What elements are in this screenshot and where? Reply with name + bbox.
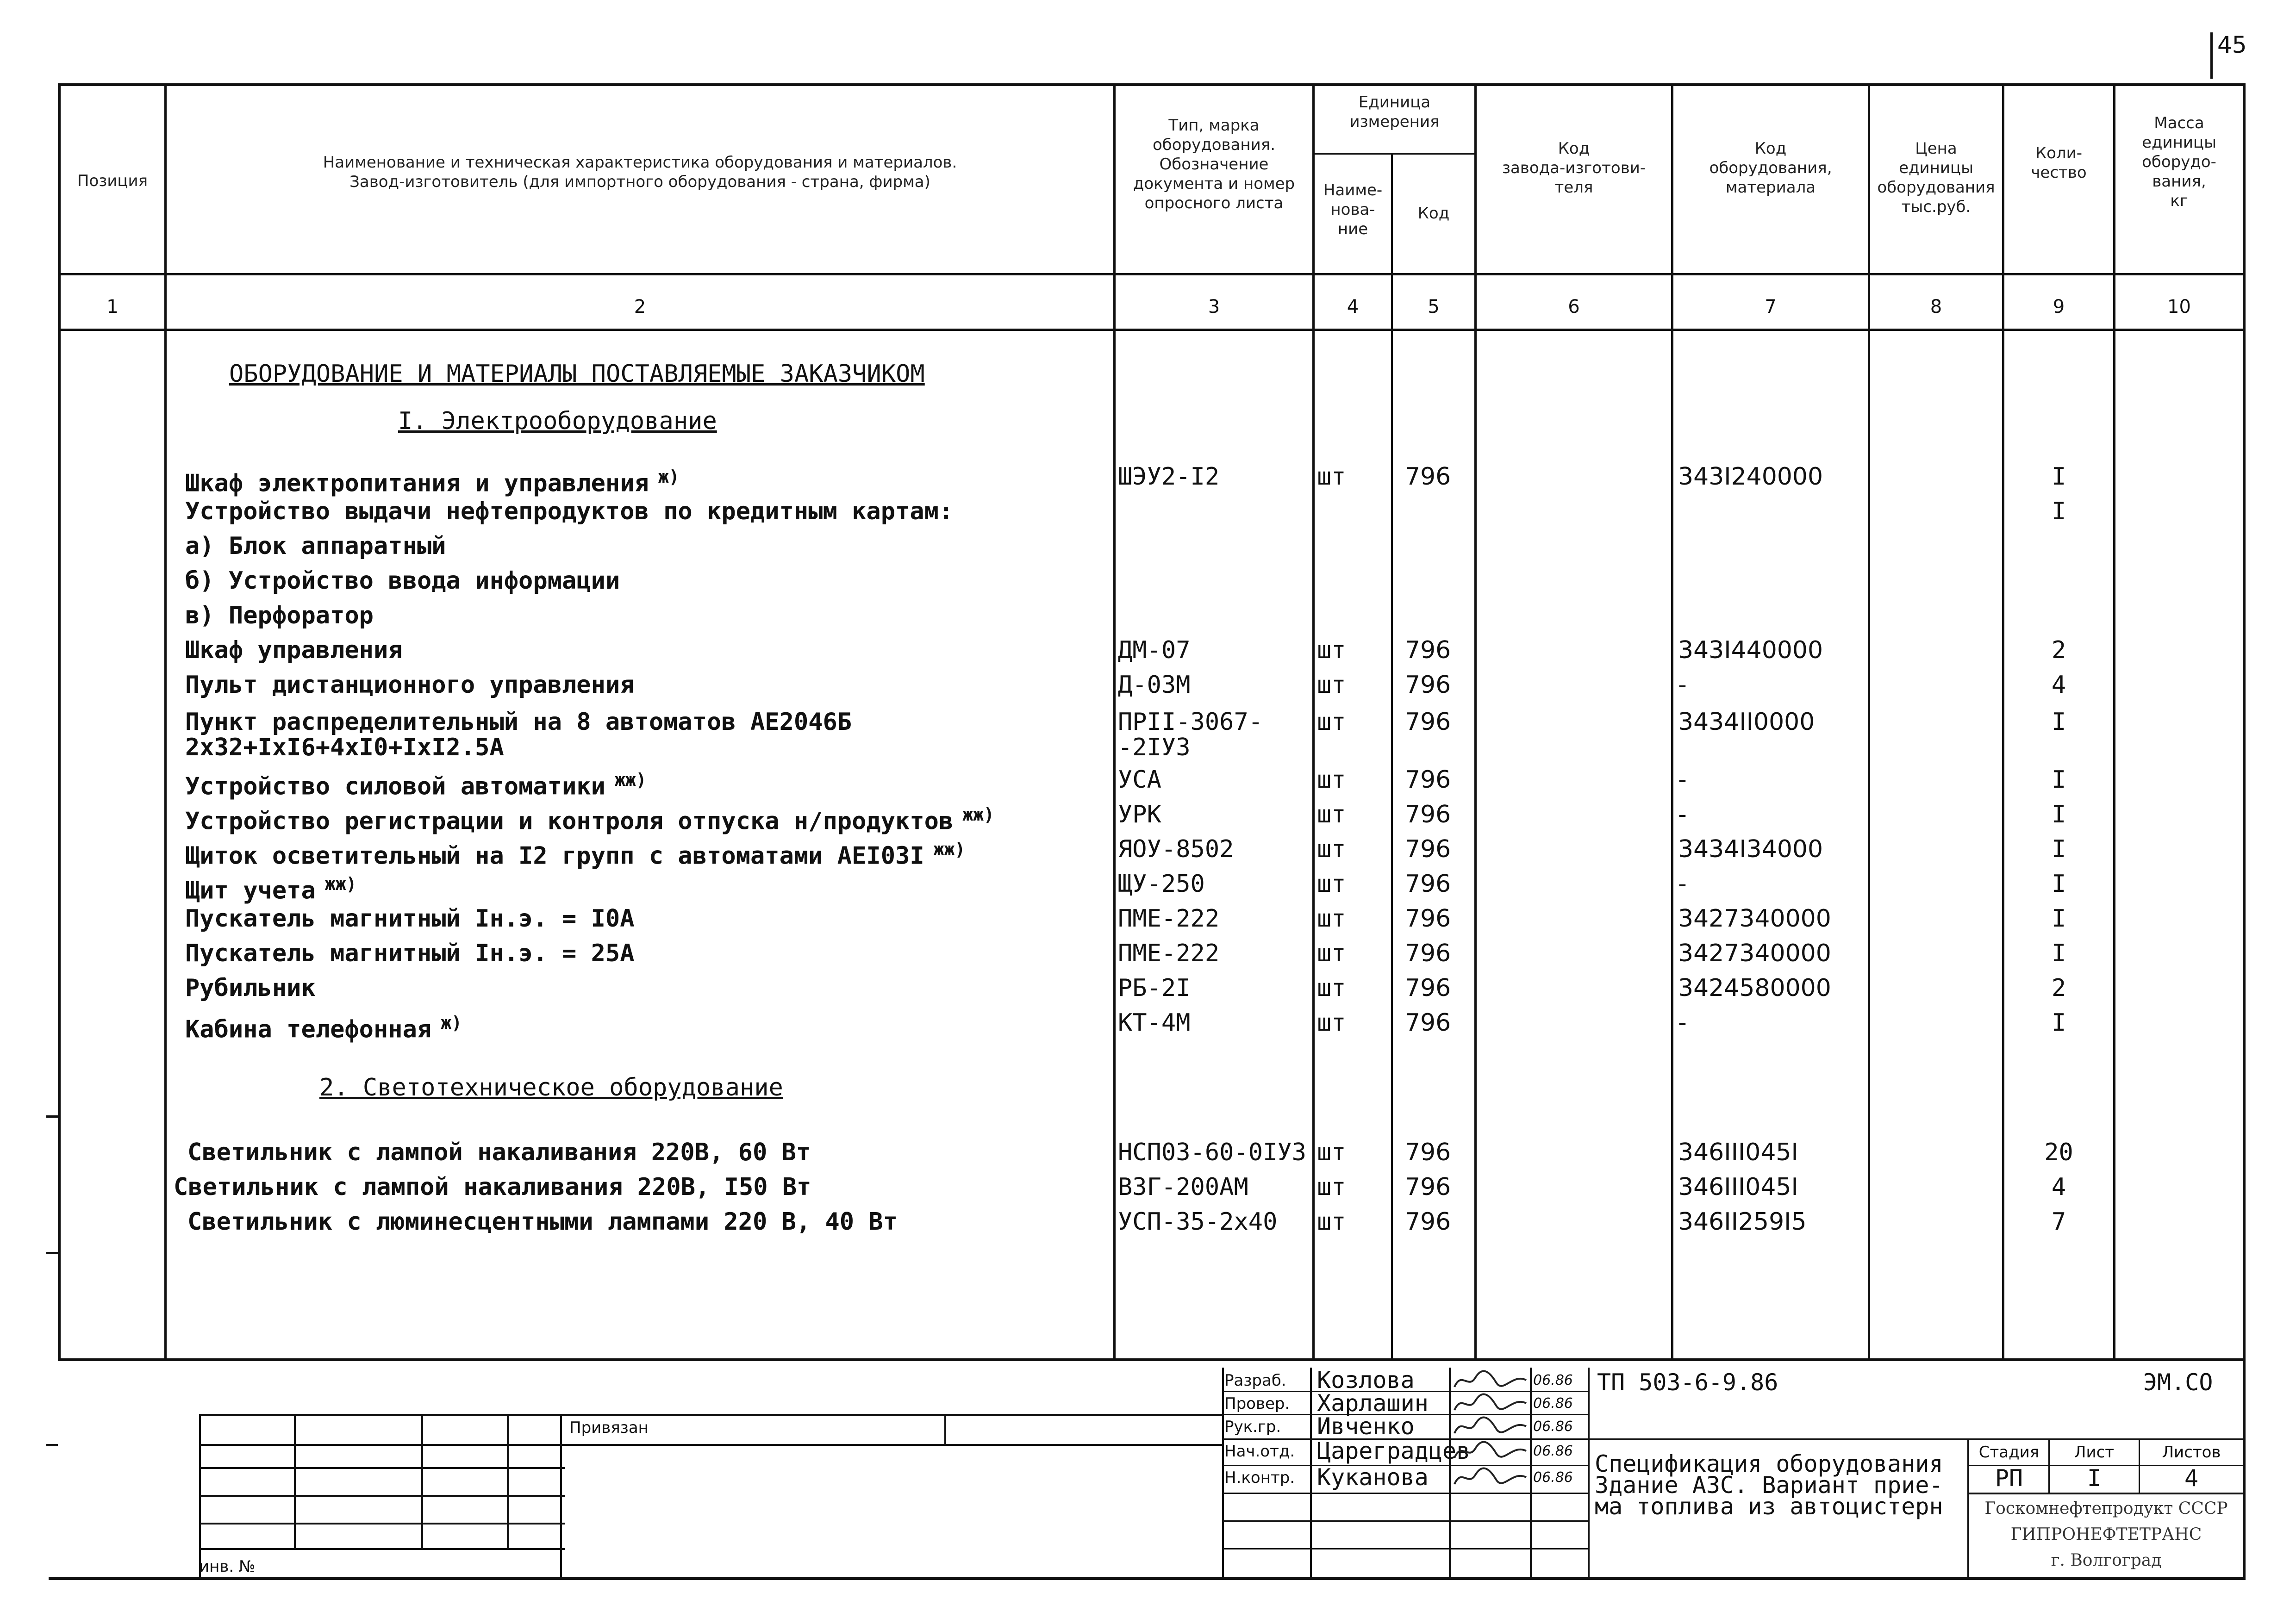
item-material-code: 3427340000 (1678, 905, 1831, 933)
item-unit-code: 796 (1405, 636, 1451, 664)
lighting-item-quantity: 20 (2044, 1139, 2073, 1166)
signature-name: Харлашин (1317, 1390, 1429, 1417)
signature-role: Рук.гр. (1224, 1418, 1281, 1436)
item-name: Пункт распределительный на 8 автоматов АЕ2046Б (185, 708, 852, 736)
item-unit-code: 796 (1405, 870, 1451, 898)
header-material-code: Код оборудования, материала (1709, 139, 1832, 197)
section-heading-electrical: I. Электрооборудование (398, 407, 717, 435)
item-material-code: - (1678, 870, 1687, 898)
item-type: ПМЕ-222 (1118, 940, 1220, 967)
item-quantity: I (2051, 801, 2066, 828)
column-number: 4 (1347, 296, 1359, 317)
item-type: ПРII-3067- (1118, 708, 1263, 736)
document-title: Спецификация оборудования Здание АЗС. Вариант прие- ма топлива из автоцистерн (1595, 1450, 1943, 1520)
item-quantity: 2 (2051, 636, 2066, 664)
item-material-code: - (1678, 801, 1687, 828)
lighting-item-type: УСП-35-2х40 (1118, 1208, 1278, 1236)
item-type: ДМ-07 (1118, 636, 1191, 664)
item-unit: шт (1317, 636, 1346, 664)
item-name: Пускатель магнитный Iн.э. = I0А (185, 905, 635, 933)
item-name: Щиток осветительный на I2 групп с автоматами АЕI03I $^{жж)}$ (185, 839, 966, 870)
footnote-mark: жж) (962, 804, 994, 825)
header-price: Цена единицы оборудования тыс.руб. (1877, 139, 1995, 216)
item-material-code: 3424580000 (1678, 974, 1831, 1002)
item-unit-code: 796 (1405, 708, 1451, 736)
column-number: 1 (106, 296, 119, 317)
footnote-mark: ж) (441, 1013, 462, 1033)
signature-name: Цареградцев (1317, 1437, 1471, 1464)
signature-date: 06.86 (1533, 1395, 1573, 1412)
item-material-code: 3427340000 (1678, 940, 1831, 967)
signature-name: Козлова (1317, 1367, 1415, 1394)
item-type: КТ-4М (1118, 1009, 1191, 1037)
item-quantity: I (2051, 905, 2066, 933)
item-name: Рубильник (185, 974, 316, 1002)
lighting-item-unit-code: 796 (1405, 1139, 1451, 1166)
stage-label: Стадия (1978, 1443, 2040, 1462)
lighting-item-unit-code: 796 (1405, 1208, 1451, 1236)
handwritten-signature (1452, 1369, 1529, 1392)
lighting-item-type: ВЗГ-200АМ (1118, 1173, 1248, 1201)
sheet-value: I (2087, 1465, 2102, 1492)
lighting-item-material-code: 346III045I (1678, 1173, 1798, 1201)
column-number: 2 (634, 296, 646, 317)
signature-role: Нач.отд. (1224, 1442, 1295, 1461)
signature-date: 06.86 (1533, 1469, 1573, 1486)
header-name: Наименование и техническая характеристика оборудования и материалов. Завод-изготовитель (для импортного оборудования - страна, фирма) (323, 153, 957, 191)
item-unit: шт (1317, 1009, 1346, 1037)
header-quantity: Коли- чество (2031, 144, 2087, 182)
item-material-code: 3434II0000 (1678, 708, 1815, 736)
item-type: -2IУ3 (1118, 734, 1191, 761)
sheet-code: ЭМ.СО (2143, 1369, 2213, 1396)
lighting-item-unit: шт (1317, 1208, 1346, 1236)
item-unit: шт (1317, 940, 1346, 967)
item-quantity: 2 (2051, 974, 2066, 1002)
lighting-item-name: Светильник с лампой накаливания 220В, 60 Вт (187, 1139, 811, 1166)
section-heading-lighting: 2. Светотехническое оборудование (319, 1074, 783, 1101)
signature-name: Ивченко (1317, 1413, 1415, 1440)
item-quantity: 4 (2051, 671, 2066, 699)
organization-stamp: Госкомнефтепродукт СССР ГИПРОНЕФТЕТРАНС г. Волгоград (1984, 1499, 2228, 1570)
project-code: ТП 503-6-9.86 (1597, 1369, 1778, 1396)
item-unit-code: 796 (1405, 801, 1451, 828)
item-unit: шт (1317, 801, 1346, 828)
item-unit-code: 796 (1405, 671, 1451, 699)
section-heading-main: ОБОРУДОВАНИЕ И МАТЕРИАЛЫ ПОСТАВЛЯЕМЫЕ ЗАКАЗЧИКОМ (229, 360, 925, 388)
lighting-item-material-code: 346III045I (1678, 1139, 1798, 1166)
handwritten-signature (1452, 1466, 1529, 1489)
item-type: ЯОУ-8502 (1118, 835, 1234, 863)
page-number: 45 (2217, 31, 2247, 58)
lighting-item-type: НСП03-60-0IУ3 (1118, 1139, 1306, 1166)
item-name: Шкаф электропитания и управления $^{ж)}$ (185, 467, 680, 498)
sheets-label: Листов (2162, 1443, 2221, 1462)
column-number: 7 (1765, 296, 1777, 317)
lighting-item-material-code: 346II259I5 (1678, 1208, 1807, 1236)
item-quantity: I (2051, 463, 2066, 491)
item-name: Устройство выдачи нефтепродуктов по кредитным картам: (185, 498, 954, 525)
item-type: ШЭУ2-I2 (1118, 463, 1220, 491)
item-unit: шт (1317, 905, 1346, 933)
item-quantity: I (2051, 1009, 2066, 1037)
item-name: б) Устройство ввода информации (185, 567, 620, 595)
header-type: Тип, марка оборудования. Обозначение документа и номер опросного листа (1133, 116, 1295, 212)
column-number: 5 (1428, 296, 1440, 317)
item-name: а) Блок аппаратный (185, 532, 446, 560)
item-quantity: I (2051, 708, 2066, 736)
item-type: УРК (1118, 801, 1161, 828)
item-material-code: 343I240000 (1678, 463, 1823, 491)
item-unit-code: 796 (1405, 974, 1451, 1002)
item-name: Пульт дистанционного управления (185, 671, 635, 699)
item-quantity: I (2051, 766, 2066, 794)
lighting-item-unit: шт (1317, 1173, 1346, 1201)
lighting-item-quantity: 4 (2051, 1173, 2066, 1201)
item-type: ЩУ-250 (1118, 870, 1205, 898)
item-unit: шт (1317, 870, 1346, 898)
signature-name: Куканова (1317, 1464, 1429, 1491)
item-unit-code: 796 (1405, 1009, 1451, 1037)
item-material-code: 3434I34000 (1678, 835, 1823, 863)
header-position: Позиция (77, 172, 148, 190)
footnote-mark: жж) (614, 770, 647, 790)
item-quantity: I (2051, 498, 2066, 525)
item-type: ПМЕ-222 (1118, 905, 1220, 933)
handwritten-signature (1452, 1439, 1529, 1462)
item-type: Д-03М (1118, 671, 1191, 699)
handwritten-signature (1452, 1415, 1529, 1438)
header-unit-code: Код (1417, 204, 1450, 223)
signature-role: Н.контр. (1224, 1468, 1295, 1487)
lighting-item-quantity: 7 (2051, 1208, 2066, 1236)
column-number: 10 (2167, 296, 2191, 317)
item-name: 2х32+IхI6+4хI0+IхI2.5А (185, 734, 504, 761)
header-manufacturer-code: Код завода-изготови- теля (1502, 139, 1646, 197)
column-number: 3 (1208, 296, 1220, 317)
signature-date: 06.86 (1533, 1419, 1573, 1435)
column-number: 9 (2053, 296, 2065, 317)
item-name: Кабина телефонная $^{ж)}$ (185, 1013, 462, 1044)
lighting-item-name: Светильник с лампой накаливания 220В, I50 Вт (174, 1173, 811, 1201)
item-name: Устройство регистрации и контроля отпуска н/продуктов $^{жж)}$ (185, 804, 994, 835)
item-unit-code: 796 (1405, 940, 1451, 967)
footnote-mark: ж) (658, 467, 680, 487)
column-number: 8 (1930, 296, 1942, 317)
item-material-code: - (1678, 1009, 1687, 1037)
item-quantity: I (2051, 870, 2066, 898)
item-name: в) Перфоратор (185, 602, 374, 629)
item-unit: шт (1317, 766, 1346, 794)
item-unit: шт (1317, 671, 1346, 699)
signature-date: 06.86 (1533, 1372, 1573, 1388)
sheets-value: 4 (2184, 1465, 2199, 1492)
signature-role: Провер. (1224, 1394, 1290, 1413)
column-number: 6 (1568, 296, 1580, 317)
item-unit: шт (1317, 708, 1346, 736)
item-unit: шт (1317, 463, 1346, 491)
item-name: Пускатель магнитный Iн.э. = 25А (185, 940, 635, 967)
sheet-label: Лист (2074, 1443, 2115, 1462)
handwritten-signature (1452, 1392, 1529, 1415)
lighting-item-unit: шт (1317, 1139, 1346, 1166)
item-material-code: - (1678, 766, 1687, 794)
lighting-item-name: Светильник с люминесцентными лампами 220 В, 40 Вт (187, 1208, 898, 1236)
item-name: Устройство силовой автоматики $^{жж)}$ (185, 770, 647, 801)
item-type: УСА (1118, 766, 1161, 794)
header-unit-group: Единица измерения (1349, 93, 1440, 131)
item-name: Щит учета $^{жж)}$ (185, 874, 357, 905)
item-unit: шт (1317, 974, 1346, 1002)
footnote-mark: жж) (933, 839, 966, 859)
item-type: РБ-2I (1118, 974, 1191, 1002)
header-mass: Масса единицы оборудо- вания, кг (2142, 114, 2216, 210)
item-material-code: 343I440000 (1678, 636, 1823, 664)
privyazan-label: Привязан (569, 1419, 649, 1437)
item-unit-code: 796 (1405, 835, 1451, 863)
signature-role: Разраб. (1224, 1371, 1286, 1390)
signature-date: 06.86 (1533, 1443, 1573, 1459)
item-unit-code: 796 (1405, 463, 1451, 491)
item-unit-code: 796 (1405, 766, 1451, 794)
footnote-mark: жж) (324, 874, 357, 894)
item-name: Шкаф управления (185, 636, 403, 664)
lighting-item-unit-code: 796 (1405, 1173, 1451, 1201)
item-material-code: - (1678, 671, 1687, 699)
stage-value: РП (1995, 1465, 2023, 1492)
inventory-number-label: инв. № (199, 1557, 256, 1576)
item-unit-code: 796 (1405, 905, 1451, 933)
header-unit-name: Наиме- нова- ние (1323, 181, 1383, 238)
item-quantity: I (2051, 940, 2066, 967)
item-unit: шт (1317, 835, 1346, 863)
item-quantity: I (2051, 835, 2066, 863)
